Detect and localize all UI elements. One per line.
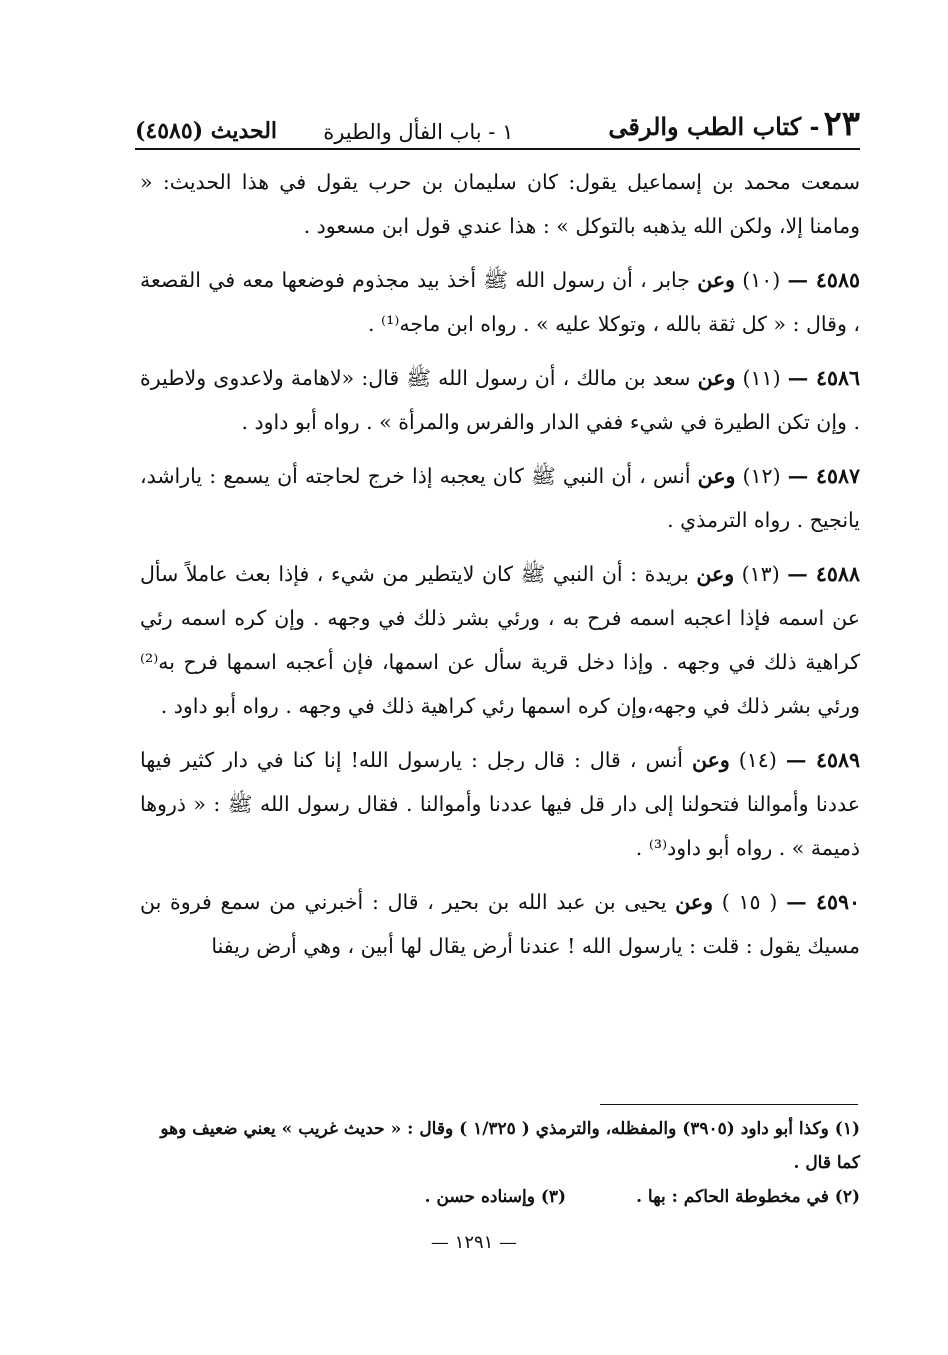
- narrator-intro: وعن: [697, 268, 735, 292]
- hadith-number: ٤٥٨٦ —: [787, 366, 860, 390]
- chapter-number: ٢٣: [823, 104, 860, 144]
- footnote-3: (٣) وإسناده حسن .: [424, 1187, 567, 1207]
- narrator-intro: وعن: [697, 366, 736, 390]
- hadith-text: جابر ، أن رسول الله ﷺ أخذ بيد مجذوم فوضعها معه في القصعة ، وقال : « كل ثقة بالله ، وتوكلا عليه » . رواه ابن ماجه⁽¹⁾ .: [140, 268, 860, 336]
- hadith-4587: [140, 454, 860, 542]
- footnote-2: (٢) في مخطوطة الحاكم : بها .: [636, 1187, 860, 1207]
- hadith-text: سعد بن مالك ، أن رسول الله ﷺ قال: «لاهامة ولاعدوى ولاطيرة . وإن تكن الطيرة في شيء ففي الدار والفرس والمرأة » . رواه أبو داود .: [140, 366, 860, 434]
- hadith-index: (١٠): [742, 268, 781, 292]
- hadith-number: ٤٥٨٧ —: [787, 464, 860, 488]
- hadith-number: ٤٥٨٨ —: [787, 562, 860, 586]
- hadith-index: ( ١٥ ): [721, 890, 778, 914]
- page-number: — ١٢٩١ —: [430, 1232, 518, 1253]
- hadith-4589: [140, 738, 860, 870]
- hadith-4588: [140, 552, 860, 728]
- hadith-text: أنس ، أن النبي ﷺ كان يعجبه إذا خرج لحاجته أن يسمع : ياراشد، يانجيح . رواه الترمذي .: [140, 464, 860, 532]
- footnote-row: [140, 1180, 860, 1214]
- narrator-intro: وعن: [697, 464, 736, 488]
- chapter-title: [608, 104, 860, 144]
- hadith-4590: [140, 880, 860, 968]
- footnote-1: (١) وكذا أبو داود (٣٩٠٥) والمفظله، والترمذي ( ١/٣٢٥ ) وقال : « حديث غريب » يعني ضعيف وهو كما قال .: [160, 1119, 860, 1173]
- hadith-index: (١٣): [741, 562, 780, 586]
- hadith-index: (١٤): [738, 748, 777, 772]
- hadith-number: ٤٥٨٥ —: [787, 268, 860, 292]
- paragraph-continuation: سمعت محمد بن إسماعيل يقول: كان سليمان بن حرب يقول في هذا الحديث: « ومامنا إلا، ولكن الله يذهبه بالتوكل » : هذا عندي قول ابن مسعود .: [140, 170, 860, 238]
- hadith-4585: [140, 258, 860, 346]
- hadith-number: ٤٥٩٠ —: [786, 890, 860, 914]
- hadith-4586: [140, 356, 860, 444]
- narrator-intro: وعن: [675, 890, 714, 914]
- hadith-text: يحيى بن عبد الله بن بحير ، قال : أخبرني من سمع فروة بن مسيك يقول : قلت : يارسول الله ! عندنا أرض يقال لها أبين ، وهي أرض ريفنا: [140, 890, 860, 958]
- narrator-intro: وعن: [696, 562, 735, 586]
- running-header: [135, 92, 860, 144]
- main-text: [140, 160, 860, 978]
- chapter-title-text: - كتاب الطب والرقى: [608, 112, 820, 141]
- hadith-number: ٤٥٨٩ —: [785, 748, 860, 772]
- header-divider: [135, 148, 860, 150]
- footnotes: [140, 1112, 860, 1214]
- narrator-intro: وعن: [692, 748, 730, 772]
- hadith-range: الحديث (٤٥٨٥): [135, 118, 278, 144]
- section-title: ١ - باب الفأل والطيرة: [323, 120, 514, 144]
- footnote-divider: [600, 1104, 858, 1105]
- hadith-index: (١١): [742, 366, 781, 390]
- hadith-index: (١٢): [742, 464, 781, 488]
- hadith-text: أنس ، قال : قال رجل : يارسول الله! إنا كنا في دار كثير فيها عددنا وأموالنا فتحولنا إلى دار قل فيها عددنا وأموالنا . فقال رسول الله ﷺ : « ذروها ذميمة » . رواه أبو داود⁽³⁾ .: [140, 748, 860, 860]
- hadith-text: بريدة : أن النبي ﷺ كان لايتطير من شيء ، فإذا بعث عاملاً سأل عن اسمه فإذا اعجبه اسمه فرح به ، ورئي بشر ذلك في وجهه . وإن كره اسمه رئي كراهية ذلك في وجهه . وإذا دخل قرية سأل عن اسمها، فإن أعجبه اسمها فرح به⁽²⁾ ورئي بشر ذلك في وجهه،وإن كره اسمها رئي كراهية ذلك في وجهه . رواه أبو داود .: [140, 562, 860, 718]
